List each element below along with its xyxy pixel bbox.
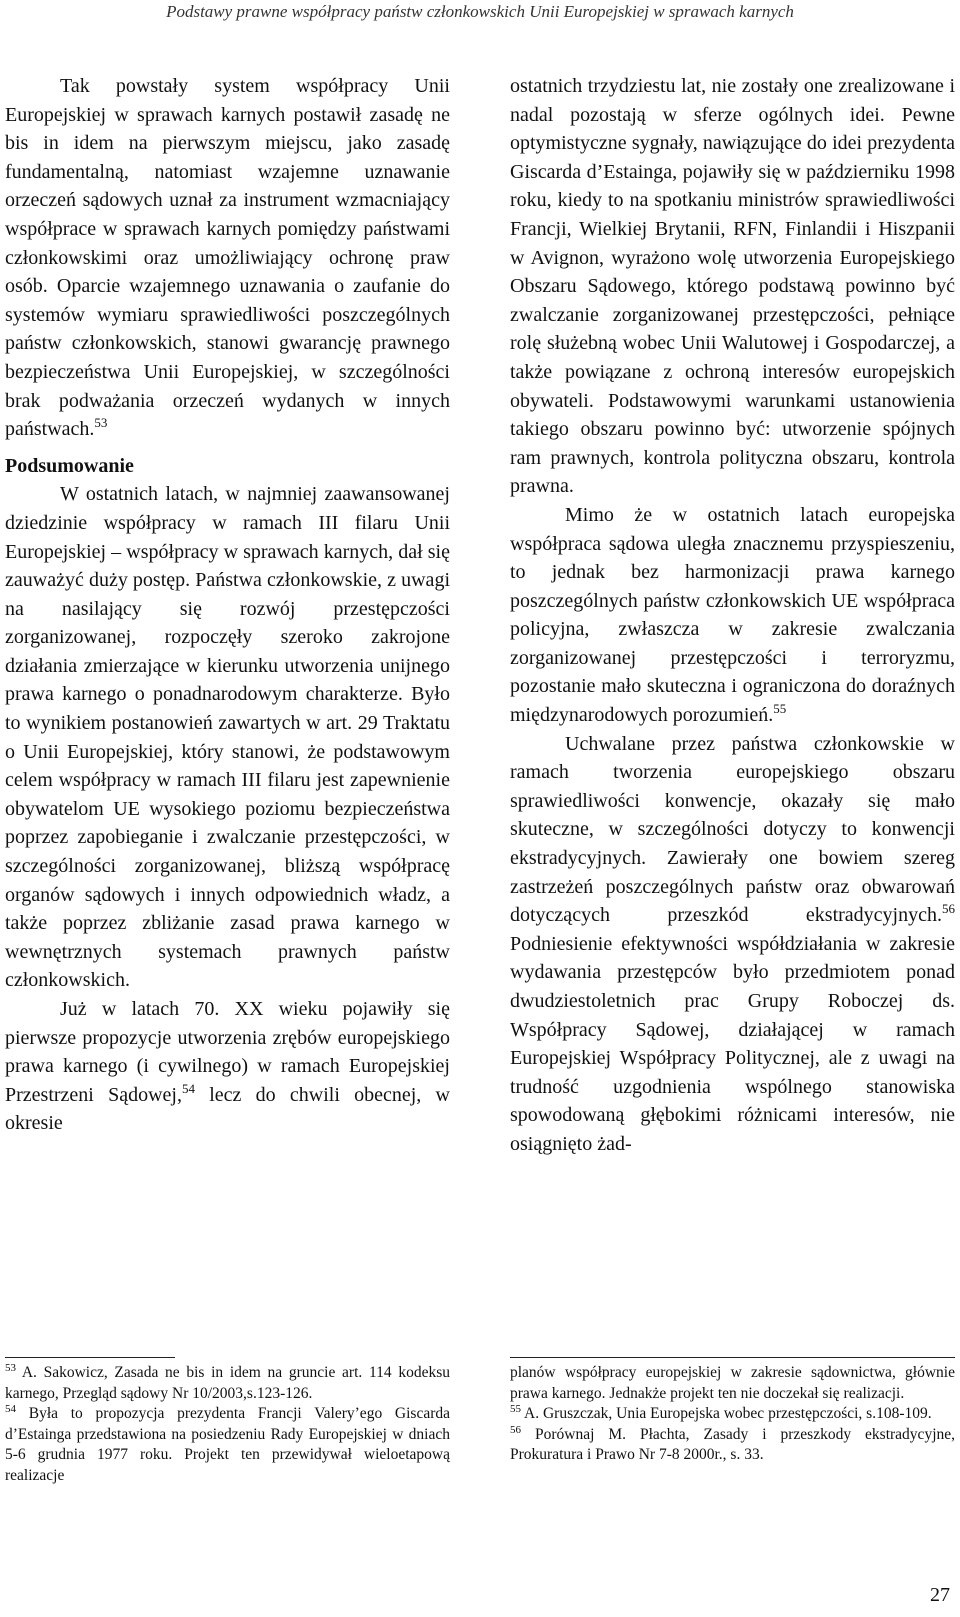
paragraph: Mimo że w ostatnich latach europejska współpraca sądowa uległa znacznemu przyspieszeniu, to jednak bez harmonizacji prawa karnego poszczególnych państw członkowskich UE współpraca policyjna, zwłaszcza w zakresie zwalczania zorganizowanej przestępczości i terroryzmu, pozostanie mało skuteczna i ograniczona do doraźnych międzynarodowych porozumień.$^{55}$	[510, 503, 955, 727]
footnote: $^{53}$ A. Sakowicz, Zasada ne bis in idem na gruncie art. 114 kodeksu karnego, Przegląd sądowy Nr 10/2003,s.123-126.	[5, 1362, 450, 1402]
footnote-number: 53	[5, 1362, 16, 1374]
paragraph: Już w latach 70. XX wieku pojawiły się pierwsze propozycje utworzenia zrębów europejskiego prawa karnego (i cywilnego) w ramach Europejskiej Przestrzeni Sądowej,$^{54}$ lecz do chwili obecnej, w okresie	[5, 998, 450, 1135]
footnote-divider	[5, 1357, 175, 1358]
paragraph: Tak powstały system współpracy Unii Europejskiej w sprawach karnych postawił zasadę ne bis in idem na pierwszym miejscu, jako zasadę fundamentalną, natomiast wzajemne uznawanie orzeczeń sądowych uznał za instrument wzmacniający współprace w sprawach karnych pomiędzy państwami członkowskimi oraz umożliwiający ochronę praw osób. Oparcie wzajemnego uznawania o zaufanie do systemów wymiaru sprawiedliwości poszczególnych państw członkowskich, stanowi gwarancję prawnego bezpieczeństwa Unii Europejskiej, w szczególności brak podważania orzeczeń wydanych w innych państwach.$^{53}$	[5, 75, 450, 441]
footnote-number: 55	[510, 1403, 521, 1415]
footnote-number: 54	[5, 1403, 16, 1415]
footnote-continuation: planów współpracy europejskiej w zakresie sądownictwa, głównie prawa karnego. Jednakże projekt ten nie doczekał się realizacji.	[510, 1364, 955, 1402]
left-column	[5, 72, 450, 1138]
paragraph: W ostatnich latach, w najmniej zaawansowanej dziedzinie współpracy w ramach III filaru Unii Europejskiej – współpracy w sprawach karnych, dał się zauważyć duży postęp. Państwa członkowskie, z uwagi na nasilający się rozwój przestępczości zorganizowanej, rozpoczęły szeroko zakrojone działania zmierzające w kierunku utworzenia unijnego prawa karnego o ponadnarodowym charakterze. Było to wynikiem postanowień zawartych w art. 29 Traktatu o Unii Europejskiej, który stanowi, że podstawowym celem współpracy w ramach III filaru jest zapewnienie obywatelom UE wysokiego poziomu bezpieczeństwa poprzez zapobieganie i zwalczanie przestępczości, w szczególności zorganizowanej, bliższą współpracę organów sądowych i innych odpowiednich władz, a także poprzez zbliżanie zasad prawa karnego w wewnętrznych systemach prawnych państw członkowskich.	[5, 483, 450, 992]
paragraph: Uchwalane przez państwa członkowskie w ramach tworzenia europejskiego obszaru sprawiedliwości konwencje, okazały się mało skuteczne, w szczególności dotyczy to konwencji ekstradycyjnych. Zawierały one bowiem szereg zastrzeżeń poszczególnych państw oraz obwarowań dotyczących przeszkód ekstradycyjnych.$^{56}$ Podniesienie efektywności współdziałania w zakresie wydawania przestępców było przedmiotem ponad dwudziestoletnich prac Grupy Roboczej ds. Współpracy Sądowej, działającej w ramach Europejskiej Współpracy Politycznej, ale z uwagi na trudność uzgodnienia wspólnego stanowiska spowodowaną głębokimi różnicami interesów, nie osiągnięto żad-	[510, 732, 955, 1155]
footnotes-right	[510, 1363, 955, 1466]
footnote: $^{55}$ A. Gruszczak, Unia Europejska wobec przestępczości, s.108-109.	[510, 1403, 932, 1422]
footnote-ref[interactable]: 55	[773, 701, 787, 717]
section-heading: Podsumowanie	[5, 454, 134, 477]
footnote: $^{54}$ Była to propozycja prezydenta Francji Valery’ego Giscarda d’Estainga przedstawiona na posiedzeniu Rady Europejskiej w dniach 5-6 grudnia 1977 roku. Projekt ten przewidywał wieloetapową realizacje	[5, 1403, 451, 1484]
footnote-divider	[510, 1357, 955, 1358]
paragraph: ostatnich trzydziestu lat, nie zostały one zrealizowane i nadal pozostają w sferze ogólnych idei. Pewne optymistyczne sygnały, nawiązujące do idei prezydenta Giscarda d’Estainga, pojawiły się w październiku 1998 roku, kiedy to na spotkaniu ministrów sprawiedliwości Francji, Wielkiej Brytanii, RFN, Finlandii i Hiszpanii w Avignon, wyrażono wolę utworzenia Europejskiego Obszaru Sądowego, którego podstawą powinno być zwalczanie zorganizowanej przestępczości, pełniące rolę służebną wobec Unii Walutowej i Gospodarczej, a także powiązane z ochroną interesów europejskich obywateli. Podstawowymi warunkami ustanowienia takiego obszaru powinno być: utworzenie spójnych ram prawnych, kontrola polityczna obszaru, kontrola prawna.	[510, 75, 955, 498]
footnote: $^{56}$ Porównaj M. Płachta, Zasady i przeszkody ekstradycyjne, Prokuratura i Prawo Nr 7-8 2000r., s. 33.	[510, 1423, 956, 1463]
page-number: 27	[930, 1584, 950, 1606]
footnote-ref[interactable]: 53	[94, 415, 108, 431]
running-title: Podstawy prawne współpracy państw członkowskich Unii Europejskiej w sprawach karnych	[166, 2, 794, 21]
footnote-ref[interactable]: 56	[942, 901, 955, 917]
footnotes-left	[5, 1363, 450, 1486]
right-column	[510, 72, 955, 1159]
footnote-number: 56	[510, 1423, 521, 1436]
footnote-ref[interactable]: 54	[181, 1080, 195, 1096]
